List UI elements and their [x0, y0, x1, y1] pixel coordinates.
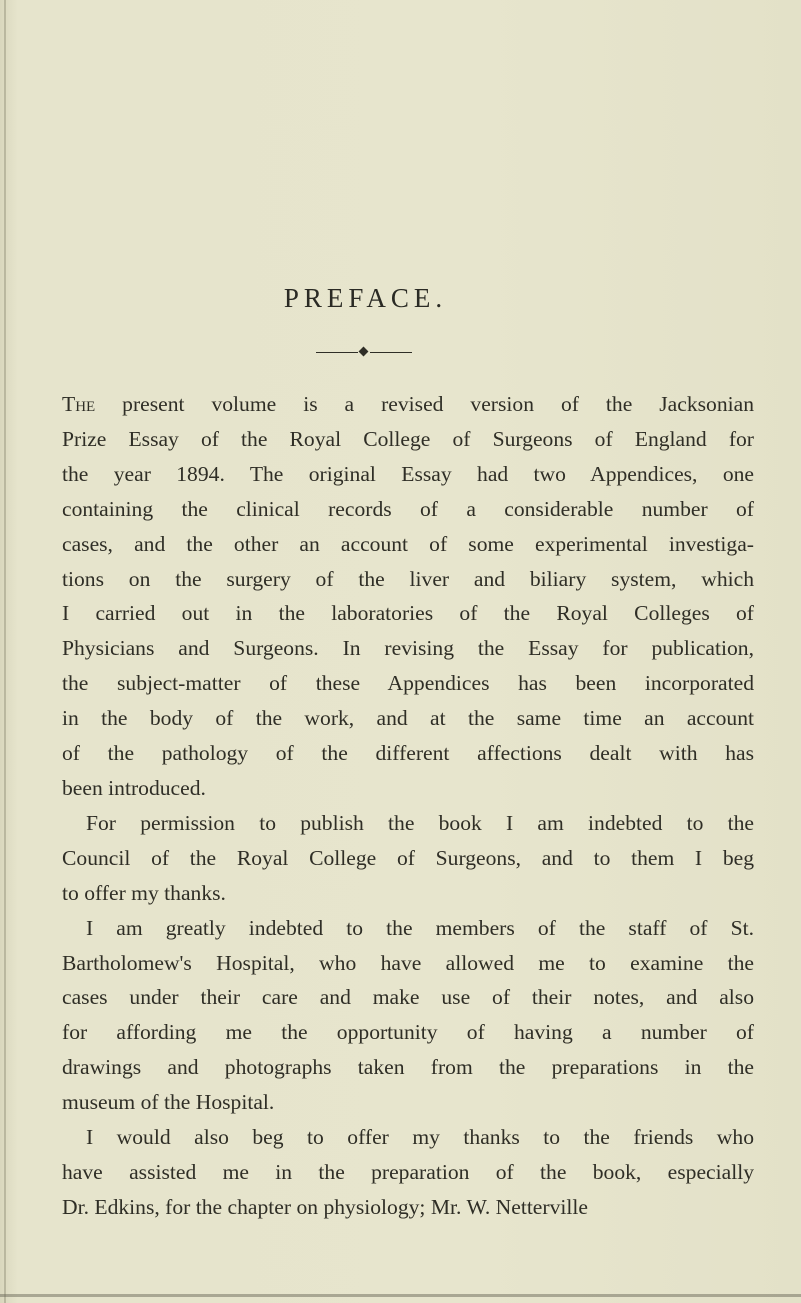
text-line	[62, 1155, 754, 1190]
text-line	[62, 422, 754, 457]
line-text: the year 1894. The original Essay had two Appendices, one	[62, 461, 754, 486]
line-text: for affording me the opportunity of having a number of	[62, 1020, 754, 1045]
text-line	[62, 596, 754, 631]
text-line	[62, 876, 754, 911]
text-line	[62, 631, 754, 666]
text-line	[62, 666, 754, 701]
page-bottom-edge	[0, 1294, 801, 1297]
line-text: Bartholomew's Hospital, who have allowed me to examine the	[62, 950, 754, 975]
text-line	[62, 946, 754, 981]
line-text: Dr. Edkins, for the chapter on physiology; Mr. W. Netterville	[62, 1194, 588, 1219]
text-line	[62, 1120, 754, 1155]
line-text: of the pathology of the different affections dealt with has	[62, 741, 754, 766]
preface-paragraph	[62, 387, 754, 806]
line-text: tions on the surgery of the liver and biliary system, which	[62, 566, 754, 591]
text-line	[62, 841, 754, 876]
page-left-edge	[4, 0, 6, 1303]
text-line	[62, 701, 754, 736]
line-text: in the body of the work, and at the same time an account	[62, 706, 754, 731]
text-line	[62, 771, 754, 806]
line-text: I would also beg to offer my thanks to the friends who	[86, 1125, 754, 1150]
preface-paragraph	[62, 1120, 754, 1225]
preface-paragraph	[62, 806, 754, 911]
text-line	[62, 527, 754, 562]
text-line	[62, 457, 754, 492]
line-text: I am greatly indebted to the members of the staff of St.	[86, 915, 754, 940]
preface-paragraph	[62, 911, 754, 1120]
text-line	[62, 1085, 754, 1120]
line-text: Physicians and Surgeons. In revising the Essay for publication,	[62, 636, 754, 661]
line-text: drawings and photographs taken from the preparations in the	[62, 1055, 754, 1080]
line-text: museum of the Hospital.	[62, 1090, 275, 1115]
line-text: cases, and the other an account of some experimental investiga-	[62, 531, 754, 556]
text-line	[62, 1050, 754, 1085]
page-title: PREFACE.	[283, 283, 448, 313]
text-line	[62, 1015, 754, 1050]
line-text: been introduced.	[62, 775, 206, 800]
preface-body	[62, 387, 754, 1225]
line-text: cases under their care and make use of their notes, and also	[62, 985, 754, 1010]
line-text: containing the clinical records of a considerable number of	[62, 496, 754, 521]
diamond-icon	[359, 347, 369, 357]
line-text: present volume is a revised version of the Jacksonian	[95, 392, 754, 416]
small-caps-lead: The	[62, 392, 96, 416]
text-line	[62, 980, 754, 1015]
ornament-rule-left	[316, 352, 358, 353]
text-line	[62, 911, 754, 946]
text-line	[62, 387, 754, 422]
text-line	[62, 492, 754, 527]
line-text: have assisted me in the preparation of the book, especially	[62, 1159, 754, 1184]
line-text: Prize Essay of the Royal College of Surgeons of England for	[62, 426, 754, 451]
text-line	[62, 806, 754, 841]
line-text: I carried out in the laboratories of the Royal Colleges of	[62, 601, 754, 626]
ornament-rule-right	[370, 352, 412, 353]
ornament-divider	[316, 348, 412, 358]
line-text: the subject-matter of these Appendices has been incorporated	[62, 671, 754, 696]
text-line	[62, 736, 754, 771]
text-line	[62, 562, 754, 597]
line-text: For permission to publish the book I am indebted to the	[86, 810, 754, 835]
text-line	[62, 1190, 754, 1225]
line-text: to offer my thanks.	[62, 880, 226, 905]
line-text: Council of the Royal College of Surgeons, and to them I beg	[62, 845, 754, 870]
